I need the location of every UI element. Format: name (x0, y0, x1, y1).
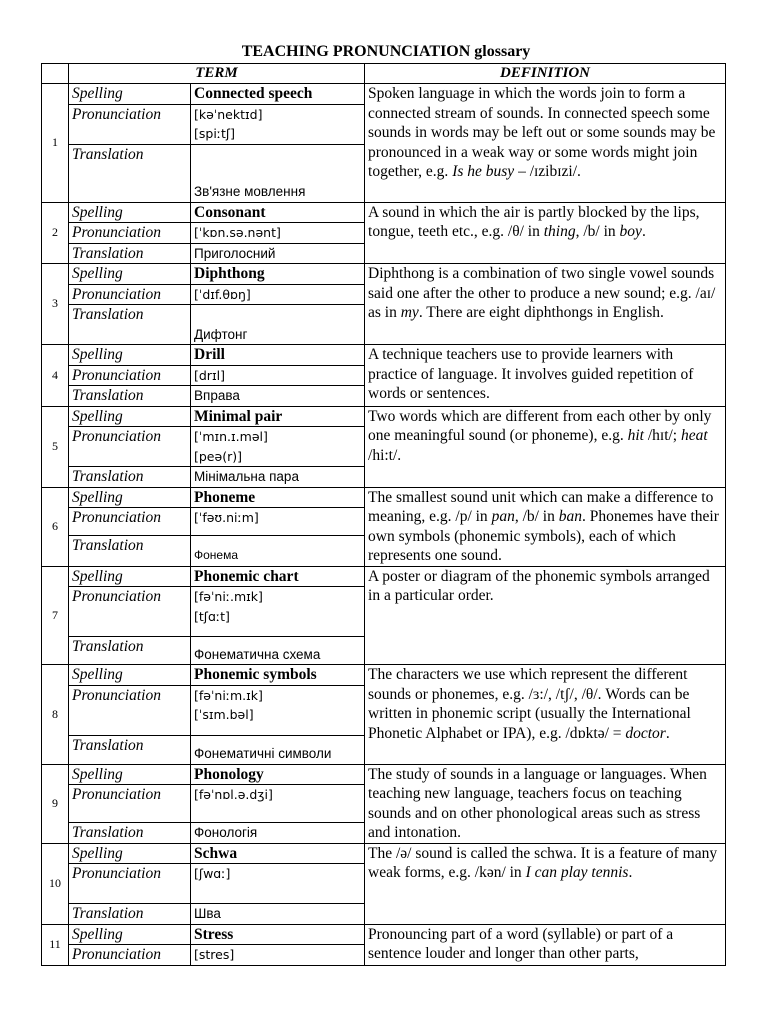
term-definition (365, 406, 726, 487)
term-spelling: Minimal pair (191, 406, 365, 427)
term-definition (365, 264, 726, 345)
label-spelling: Spelling (69, 84, 191, 105)
label-spelling: Spelling (69, 566, 191, 587)
term-pronunciation (191, 284, 365, 305)
entry-number: 10 (42, 843, 69, 924)
term-pronunciation (191, 945, 365, 966)
definition-text: The characters we use which represent the different sounds or phonemes, e.g. /ɜ:/, /tʃ/, /θ/. Words can be written in phonemic script (usually the International Phonetic Alphabet or IPA), e.g. /dɒktə/ = (368, 666, 691, 742)
term-pronunciation (191, 427, 365, 467)
pronunciation-line: [fəˈnɒl.ə.dʒi] (194, 787, 273, 802)
term-definition (365, 566, 726, 665)
term-translation: Фонологія (191, 823, 365, 844)
definition-text-mid: , /b/ in (575, 223, 620, 240)
label-translation: Translation (69, 637, 191, 665)
label-spelling: Spelling (69, 345, 191, 366)
pronunciation-line: [fəˈniːm.ɪk] (194, 687, 263, 703)
definition-text: Pronouncing part of a word (syllable) or part of a sentence louder and longer than other parts, (368, 925, 674, 962)
term-spelling: Drill (191, 345, 365, 366)
term-translation: Вправа (191, 386, 365, 407)
pronunciation-line: [ˈfəʊ.niːm] (194, 510, 259, 526)
label-pronunciation: Pronunciation (69, 945, 191, 966)
definition-text-tail: . (665, 724, 670, 742)
term-spelling: Connected speech (191, 84, 365, 105)
definition-text-tail: /hi:t/. (368, 446, 402, 464)
entry-row (42, 665, 726, 686)
term-translation: Дифтонг (191, 305, 365, 345)
entry-row (42, 924, 726, 945)
label-spelling: Spelling (69, 924, 191, 945)
term-definition (365, 924, 726, 965)
term-definition (365, 843, 726, 924)
definition-text: The /ə/ sound is called the schwa. It is a feature of many weak forms, e.g. /kən/ in (368, 844, 718, 881)
label-translation: Translation (69, 243, 191, 264)
label-pronunciation: Pronunciation (69, 864, 191, 904)
pronunciation-line: [stres] (194, 947, 235, 962)
label-translation: Translation (69, 386, 191, 407)
term-translation: Мінімальна пара (191, 467, 365, 488)
definition-text-mid: /hɪt/; (643, 427, 681, 444)
entry-number: 8 (42, 665, 69, 765)
term-translation: Шва (191, 904, 365, 925)
definition-example: doctor (625, 724, 666, 742)
entry-number: 1 (42, 84, 69, 203)
label-spelling: Spelling (69, 843, 191, 864)
entry-row (42, 84, 726, 105)
definition-example: thing (543, 223, 576, 240)
pronunciation-line: [drɪl] (194, 367, 225, 383)
label-translation: Translation (69, 735, 191, 764)
pronunciation-line: [ˈdɪf.θɒŋ] (194, 286, 251, 302)
term-spelling: Consonant (191, 202, 365, 223)
term-translation: Приголосний (191, 243, 365, 264)
term-pronunciation (191, 587, 365, 637)
definition-text: The smallest sound unit which can make a difference to meaning, e.g. /p/ in (368, 488, 714, 525)
term-translation: Зв'язне мовлення (191, 144, 365, 202)
definition-text: Spoken language in which the words join to form a connected stream of sounds. In connected speech some sounds in words may be left out or some sounds may be pronounced in a weak way or some words might join together, e.g. (368, 85, 716, 180)
entry-row (42, 406, 726, 427)
label-spelling: Spelling (69, 406, 191, 427)
entry-row (42, 264, 726, 285)
entry-number: 11 (42, 924, 69, 965)
pronunciation-line-2: [spiːtʃ] (194, 126, 235, 141)
label-pronunciation: Pronunciation (69, 223, 191, 244)
definition-text-tail: . There are eight diphthongs in English. (418, 304, 664, 321)
definition-text-tail: . Phonemes have their own symbols (phonemic symbols), each of which represents one sound. (368, 508, 719, 564)
pronunciation-line-2: [tʃɑːt] (194, 608, 230, 624)
definition-example: pan (491, 508, 515, 525)
term-spelling: Stress (191, 924, 365, 945)
label-pronunciation: Pronunciation (69, 284, 191, 305)
header-term: TERM (69, 64, 365, 84)
term-pronunciation (191, 508, 365, 536)
label-pronunciation: Pronunciation (69, 104, 191, 144)
definition-example: I can play tennis (525, 864, 629, 881)
label-translation: Translation (69, 467, 191, 488)
label-pronunciation: Pronunciation (69, 365, 191, 386)
term-translation: Фонема (191, 536, 365, 566)
entry-row (42, 566, 726, 587)
label-pronunciation: Pronunciation (69, 587, 191, 637)
term-spelling: Phonemic chart (191, 566, 365, 587)
label-translation: Translation (69, 536, 191, 566)
pronunciation-line: [ʃwɑː] (194, 866, 231, 881)
term-spelling: Schwa (191, 843, 365, 864)
definition-text-mid: , /b/ in (514, 508, 559, 525)
entry-number: 3 (42, 264, 69, 345)
label-translation: Translation (69, 305, 191, 345)
entry-row (42, 843, 726, 864)
term-spelling: Phonemic symbols (191, 665, 365, 686)
definition-text: Two words which are different from each other by only one meaningful sound (or phoneme), e.g. (368, 407, 712, 444)
term-pronunciation (191, 365, 365, 386)
entry-number: 5 (42, 406, 69, 487)
term-spelling: Phonology (191, 764, 365, 785)
entry-row (42, 487, 726, 508)
header-definition: DEFINITION (365, 64, 726, 84)
label-spelling: Spelling (69, 487, 191, 508)
term-definition (365, 84, 726, 203)
term-definition (365, 764, 726, 843)
term-translation: Фонематичні символи (191, 735, 365, 764)
entry-row (42, 202, 726, 223)
header-row (42, 64, 726, 84)
label-pronunciation: Pronunciation (69, 427, 191, 467)
pronunciation-line: [ˈmɪn.ɪ.məl] (194, 429, 268, 444)
label-translation: Translation (69, 144, 191, 202)
entry-row (42, 345, 726, 366)
definition-example: Is he busy (452, 163, 515, 180)
label-spelling: Spelling (69, 764, 191, 785)
page-title: TEACHING PRONUNCIATION glossary (241, 43, 531, 60)
term-pronunciation (191, 685, 365, 735)
definition-example-2: heat (681, 427, 708, 444)
definition-text: A sound in which the air is partly blocked by the lips, tongue, teeth etc., e.g. /θ/ in (368, 203, 700, 240)
term-spelling: Phoneme (191, 487, 365, 508)
definition-example: my (400, 304, 419, 321)
pronunciation-line: [ˈkɒn.sə.nənt] (194, 225, 281, 240)
definition-text-tail: . (641, 223, 646, 240)
glossary-table (41, 63, 726, 966)
label-pronunciation: Pronunciation (69, 785, 191, 823)
term-spelling: Diphthong (191, 264, 365, 285)
entry-number: 9 (42, 764, 69, 843)
entry-number: 4 (42, 345, 69, 407)
term-pronunciation (191, 223, 365, 244)
term-definition (365, 487, 726, 566)
definition-text-tail: . (628, 864, 633, 881)
pronunciation-line-2: [ˈsɪm.bəl] (194, 707, 254, 722)
label-spelling: Spelling (69, 264, 191, 285)
label-spelling: Spelling (69, 665, 191, 686)
definition-text-tail: – /ɪzibɪzi/. (514, 163, 581, 180)
entry-number: 2 (42, 202, 69, 264)
label-spelling: Spelling (69, 202, 191, 223)
definition-example-2: boy (619, 223, 642, 240)
definition-example: hit (627, 427, 644, 444)
header-blank (42, 64, 69, 84)
term-definition (365, 665, 726, 765)
label-translation: Translation (69, 823, 191, 844)
entry-number: 6 (42, 487, 69, 566)
term-pronunciation (191, 104, 365, 144)
term-definition (365, 345, 726, 407)
definition-example-2: ban (558, 508, 582, 525)
pronunciation-line: [kəˈnektɪd] (194, 106, 263, 122)
term-definition (365, 202, 726, 264)
pronunciation-line-2: [peə(r)] (194, 448, 242, 464)
label-pronunciation: Pronunciation (69, 508, 191, 536)
entry-number: 7 (42, 566, 69, 665)
definition-text: A poster or diagram of the phonemic symbols arranged in a particular order. (368, 567, 710, 604)
term-pronunciation (191, 785, 365, 823)
definition-text: A technique teachers use to provide learners with practice of language. It involves guided repetition of words or sentences. (368, 346, 694, 402)
term-translation: Фонематична схема (191, 637, 365, 665)
term-pronunciation (191, 864, 365, 904)
pronunciation-line: [fəˈniː.mɪk] (194, 589, 263, 604)
entry-row (42, 764, 726, 785)
definition-text: The study of sounds in a language or languages. When teaching new language, teachers focus on teaching sounds and on other phonological areas such as stress and intonation. (368, 765, 707, 841)
label-translation: Translation (69, 904, 191, 925)
definition-text: Diphthong is a combination of two single vowel sounds said one after the other to produce a new sound; e.g. /aɪ/ as in (368, 265, 716, 321)
label-pronunciation: Pronunciation (69, 685, 191, 735)
